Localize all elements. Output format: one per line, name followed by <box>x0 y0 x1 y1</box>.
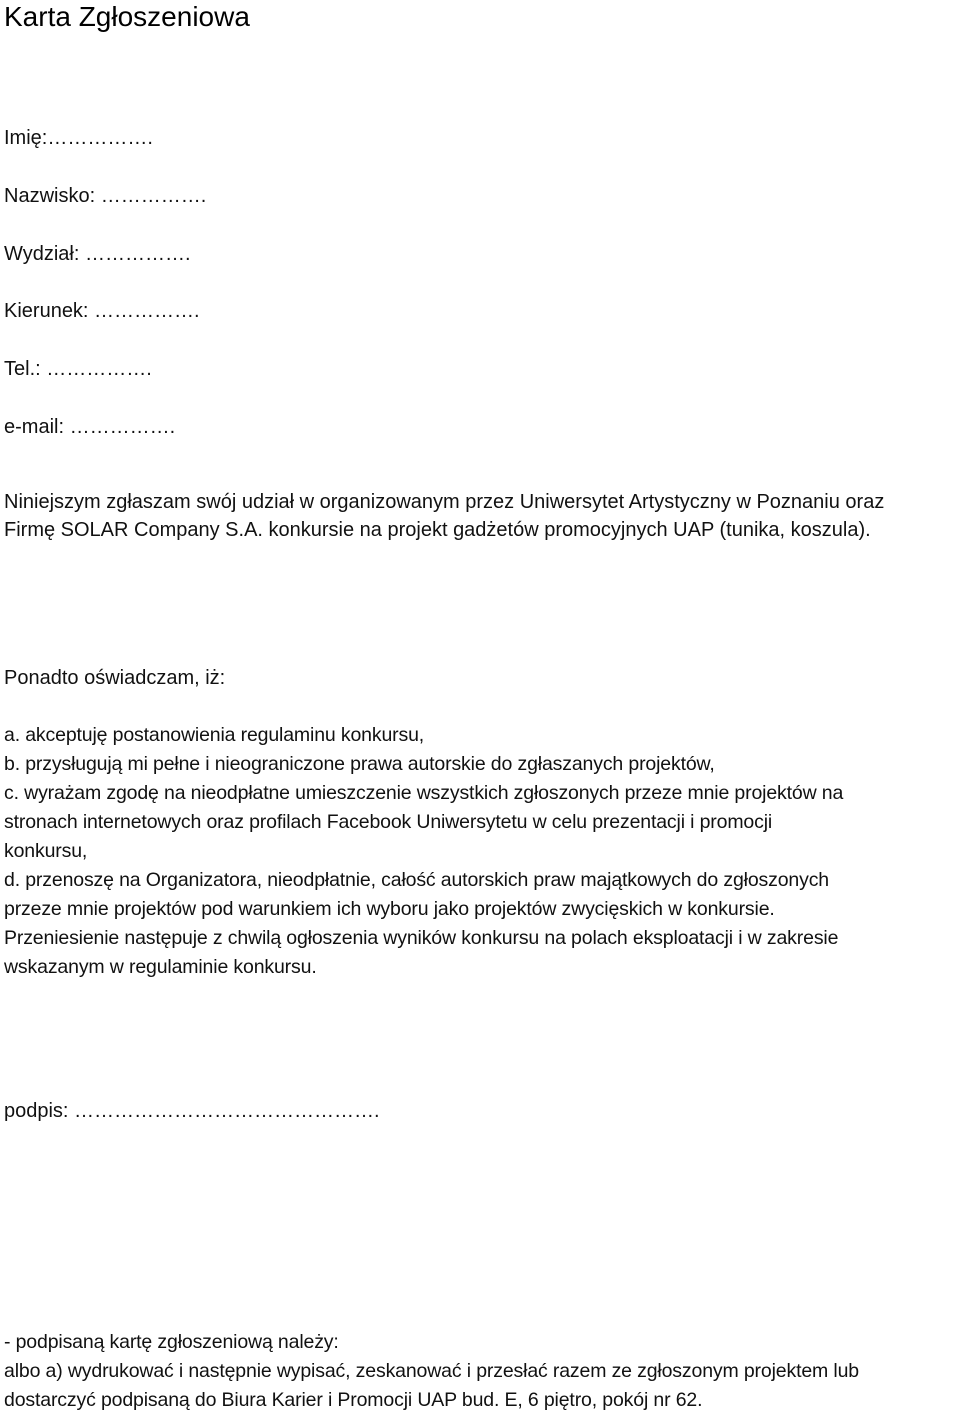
statement-c-line: c. wyrażam zgodę na nieodpłatne umieszczenie wszystkich zgłoszonych przeze mnie projektów na <box>4 782 844 804</box>
statement-c-line: konkursu, <box>4 840 88 862</box>
statement-d-line: Przeniesienie następuje z chwilą ogłoszenia wyników konkursu na polach eksploatacji i w zakresie <box>4 927 839 949</box>
field-last-name: Nazwisko: ……………. <box>4 185 207 207</box>
field-phone: Tel.: ……………. <box>4 358 152 380</box>
statement-heading: Ponadto oświadczam, iż: <box>4 667 226 689</box>
note-line: - podpisaną kartę zgłoszeniową należy: <box>4 1331 339 1353</box>
form-title: Karta Zgłoszeniowa <box>4 1 250 32</box>
note-line: albo a) wydrukować i następnie wypisać, zeskanować i przesłać razem ze zgłoszonym projektem lub <box>4 1360 859 1382</box>
field-first-name: Imię:……………. <box>4 127 153 149</box>
statement-list <box>4 721 958 982</box>
statement-d-line: d. przenoszę na Organizatora, nieodpłatnie, całość autorskich praw majątkowych do zgłoszonych <box>4 869 829 891</box>
statement-d-line: przeze mnie projektów pod warunkiem ich wyboru jako projektów zwycięskich w konkursie. <box>4 898 775 920</box>
statement-d-line: wskazanym w regulaminie konkursu. <box>4 956 317 978</box>
field-email: e-mail: ……………. <box>4 416 176 438</box>
field-faculty: Wydział: ……………. <box>4 243 191 265</box>
statement-b: b. przysługują mi pełne i nieograniczone prawa autorskie do zgłaszanych projektów, <box>4 753 715 775</box>
submission-note <box>4 1328 958 1415</box>
note-line: dostarczyć podpisaną do Biura Karier i Promocji UAP bud. E, 6 piętro, pokój nr 62. <box>4 1389 703 1411</box>
declaration-paragraph <box>4 488 958 544</box>
statement-a: a. akceptuję postanowienia regulaminu konkursu, <box>4 724 425 746</box>
statement-c-line: stronach internetowych oraz profilach Facebook Uniwersytetu w celu prezentacji i promocji <box>4 811 773 833</box>
signature-field: podpis: ………………………………………. <box>4 1100 380 1122</box>
field-major: Kierunek: ……………. <box>4 300 200 322</box>
declaration-line: Niniejszym zgłaszam swój udział w organizowanym przez Uniwersytet Artystyczny w Poznaniu oraz <box>4 491 885 513</box>
declaration-line: Firmę SOLAR Company S.A. konkursie na projekt gadżetów promocyjnych UAP (tunika, koszula). <box>4 519 871 541</box>
